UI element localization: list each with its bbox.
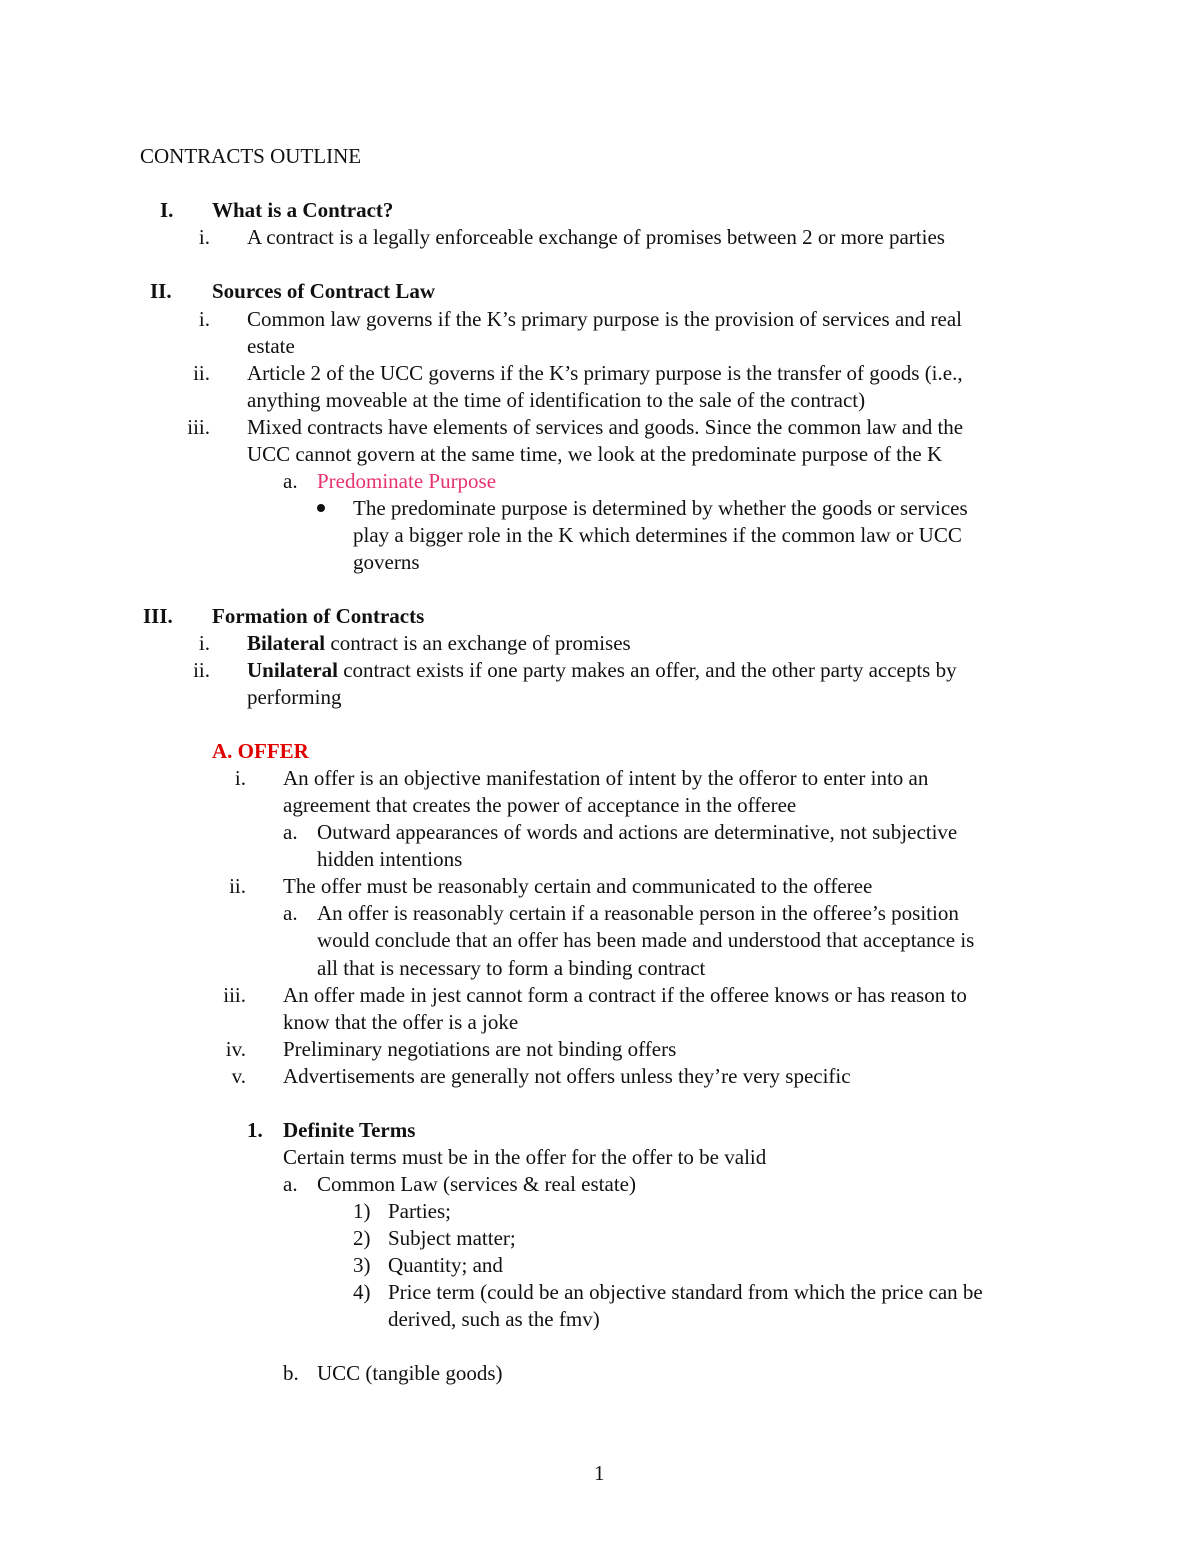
offer-item-iv-number: iv.	[225, 1037, 246, 1061]
offer-ii-sub-a-line1: An offer is reasonably certain if a reasonable person in the offeree’s position	[317, 901, 959, 925]
term-4-number: 4)	[353, 1280, 371, 1304]
section-3-number: III.	[143, 604, 173, 628]
offer-item-iii-line2: know that the offer is a joke	[283, 1010, 519, 1034]
offer-ii-sub-a-number: a.	[283, 901, 298, 925]
bullet-line1: The predominate purpose is determined by whether the goods or services	[353, 496, 968, 520]
unilateral-rest: contract exists if one party makes an offer, and the other party accepts by	[337, 658, 957, 682]
definite-sub-a-text: Common Law (services & real estate)	[317, 1172, 636, 1196]
s2-sub-a-number: a.	[283, 469, 298, 493]
s2-item-iii-number: iii.	[187, 415, 210, 439]
s1-item-i-number: i.	[198, 225, 210, 249]
offer-i-sub-a-line1: Outward appearances of words and actions are determinative, not subjective	[317, 820, 958, 844]
definite-sub-b-number: b.	[283, 1361, 299, 1385]
offer-heading: A. OFFER	[212, 739, 309, 763]
page-number: 1	[594, 1461, 605, 1485]
s2-item-i-line1: Common law governs if the K’s primary purpose is the provision of services and real	[247, 307, 963, 331]
s2-item-ii-line1: Article 2 of the UCC governs if the K’s primary purpose is the transfer of goods (i.e.,	[247, 361, 963, 385]
bilateral-term: Bilateral	[247, 631, 326, 655]
term-4-text: Price term (could be an objective standard from which the price can be	[388, 1280, 983, 1304]
section-1-heading: What is a Contract?	[212, 198, 394, 222]
term-3-number: 3)	[353, 1253, 371, 1277]
offer-item-iv-line1: Preliminary negotiations are not binding offers	[283, 1037, 677, 1061]
term-1-text: Parties;	[388, 1199, 451, 1223]
bullet-line3: governs	[353, 550, 420, 574]
predominate-purpose-heading: Predominate Purpose	[317, 469, 497, 493]
term-3-text: Quantity; and	[388, 1253, 503, 1277]
s2-item-iii-line2: UCC cannot govern at the same time, we look at the predominate purpose of the K	[247, 442, 943, 466]
definite-sub-a-number: a.	[283, 1172, 298, 1196]
offer-item-iii-number: iii.	[223, 983, 246, 1007]
offer-item-i-number: i.	[234, 766, 246, 790]
offer-ii-sub-a-line3: all that is necessary to form a binding contract	[317, 956, 706, 980]
term-2-text: Subject matter;	[388, 1226, 516, 1250]
bullet-line2: play a bigger role in the K which determines if the common law or UCC	[353, 523, 962, 547]
bilateral-rest: contract is an exchange of promises	[325, 631, 631, 655]
section-2-heading: Sources of Contract Law	[212, 279, 436, 303]
definite-sub-b-text: UCC (tangible goods)	[317, 1361, 503, 1385]
definite-terms-number: 1.	[247, 1118, 263, 1142]
term-1-number: 1)	[353, 1199, 371, 1223]
term-2-number: 2)	[353, 1226, 371, 1250]
page-title: CONTRACTS OUTLINE	[140, 144, 362, 168]
s2-item-i-line2: estate	[247, 334, 295, 358]
unilateral-term: Unilateral	[247, 658, 338, 682]
offer-item-v-number: v.	[231, 1064, 246, 1088]
offer-i-sub-a-number: a.	[283, 820, 298, 844]
offer-i-sub-a-line2: hidden intentions	[317, 847, 463, 871]
s2-item-i-number: i.	[198, 307, 210, 331]
s3-item-i-text	[247, 630, 631, 657]
definite-terms-heading: Definite Terms	[283, 1118, 416, 1142]
offer-item-ii-number: ii.	[229, 874, 246, 898]
section-3-heading: Formation of Contracts	[212, 604, 425, 628]
section-2-number: II.	[150, 279, 172, 303]
section-1-number: I.	[160, 198, 174, 222]
offer-item-v-line1: Advertisements are generally not offers unless they’re very specific	[283, 1064, 851, 1088]
s2-item-ii-line2: anything moveable at the time of identification to the sale of the contract)	[247, 388, 866, 412]
offer-ii-sub-a-line2: would conclude that an offer has been made and understood that acceptance is	[317, 928, 975, 952]
s3-item-i-number: i.	[198, 631, 210, 655]
s3-item-ii-line2: performing	[247, 685, 342, 709]
offer-item-i-line1: An offer is an objective manifestation of intent by the offeror to enter into an	[283, 766, 929, 790]
s3-item-ii-number: ii.	[193, 658, 210, 682]
offer-item-i-line2: agreement that creates the power of acceptance in the offeree	[283, 793, 797, 817]
offer-item-ii-line1: The offer must be reasonably certain and communicated to the offeree	[283, 874, 873, 898]
definite-terms-intro: Certain terms must be in the offer for the offer to be valid	[283, 1145, 767, 1169]
bullet-icon	[317, 504, 325, 512]
s2-item-ii-number: ii.	[193, 361, 210, 385]
offer-item-iii-line1: An offer made in jest cannot form a contract if the offeree knows or has reason to	[283, 983, 967, 1007]
term-4-line2: derived, such as the fmv)	[388, 1307, 600, 1331]
s1-item-i-text: A contract is a legally enforceable exchange of promises between 2 or more parties	[247, 225, 945, 249]
s3-item-ii-line1	[247, 657, 957, 684]
s2-item-iii-line1: Mixed contracts have elements of services and goods. Since the common law and the	[247, 415, 964, 439]
